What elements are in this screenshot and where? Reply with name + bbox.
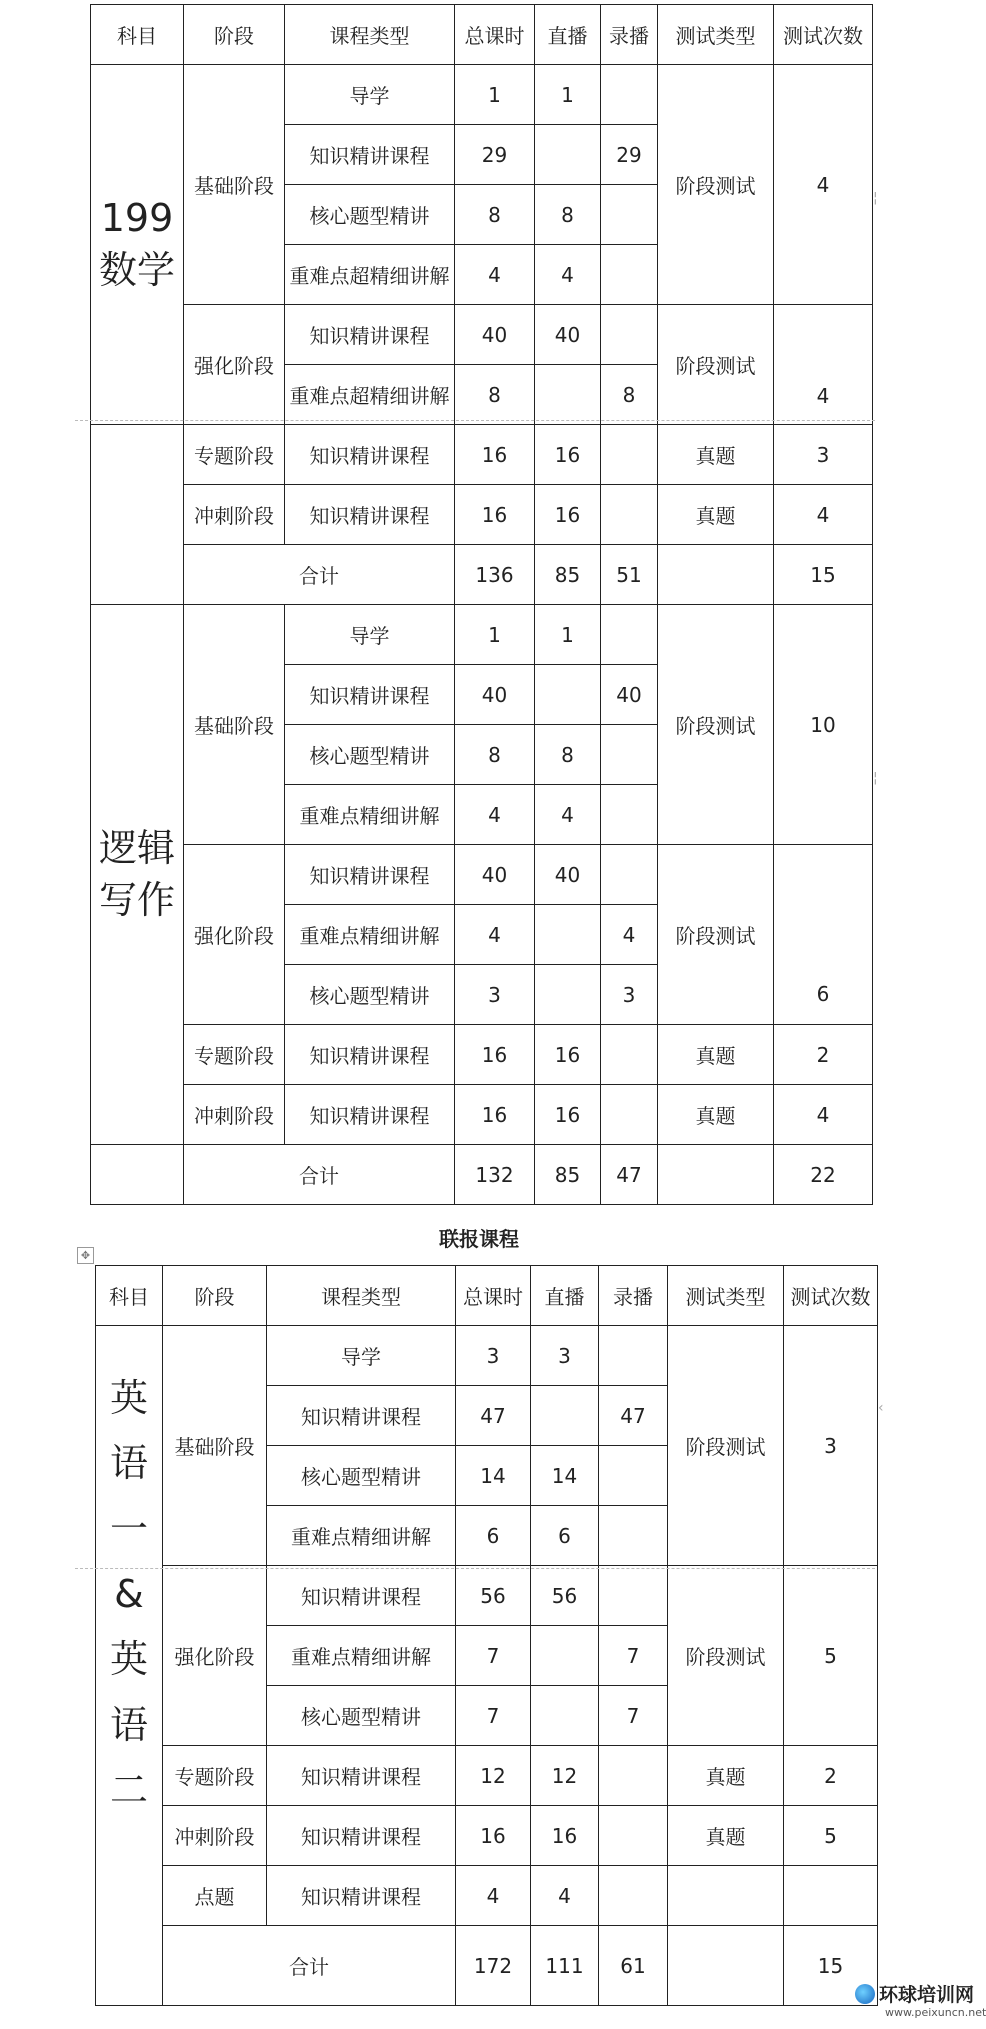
recorded-cell xyxy=(601,65,658,125)
header-recorded: 录播 xyxy=(601,5,658,65)
course-type-cell: 知识精讲课程 xyxy=(267,1806,456,1866)
live-cell: 16 xyxy=(535,1025,601,1085)
recorded-cell xyxy=(601,485,658,545)
test-type-cell: 阶段测试 xyxy=(658,65,774,305)
course-type-cell: 核心题型精讲 xyxy=(285,725,455,785)
total-hours-cell: 12 xyxy=(456,1746,531,1806)
recorded-cell xyxy=(599,1506,668,1566)
total-hours-cell: 1 xyxy=(455,65,535,125)
total-hours-cell: 8 xyxy=(455,365,535,425)
recorded-cell: 7 xyxy=(599,1626,668,1686)
recorded-cell: 29 xyxy=(601,125,658,185)
total-hours-cell: 29 xyxy=(455,125,535,185)
stage-cell: 专题阶段 xyxy=(163,1746,267,1806)
course-type-cell: 知识精讲课程 xyxy=(285,1025,455,1085)
test-count-cell: 5 xyxy=(784,1806,878,1866)
header-subject: 科目 xyxy=(96,1266,163,1326)
live-cell xyxy=(535,365,601,425)
test-count-cell: 4 xyxy=(774,65,873,305)
test-count-cell: 4 xyxy=(774,1085,873,1145)
table-move-handle-icon[interactable]: ✥ xyxy=(77,1247,94,1264)
header-live: 直播 xyxy=(535,5,601,65)
table-row xyxy=(96,1806,878,1866)
subject-cell-empty xyxy=(91,1145,184,1205)
live-cell xyxy=(531,1686,599,1746)
total-hours-cell: 16 xyxy=(455,1025,535,1085)
recorded-cell xyxy=(601,785,658,845)
live-cell xyxy=(535,965,601,1025)
test-type-cell: 阶段测试 xyxy=(658,605,774,845)
stage-cell: 点题 xyxy=(163,1866,267,1926)
total-hours-cell: 4 xyxy=(455,905,535,965)
course-type-cell: 重难点精细讲解 xyxy=(267,1506,456,1566)
recorded-cell xyxy=(599,1806,668,1866)
recorded-sum: 51 xyxy=(601,545,658,605)
live-sum: 111 xyxy=(531,1926,599,2006)
header-test-type: 测试类型 xyxy=(668,1266,784,1326)
header-live: 直播 xyxy=(531,1266,599,1326)
total-hours-cell: 1 xyxy=(455,605,535,665)
table-row xyxy=(91,605,873,665)
globe-logo-icon xyxy=(855,1984,875,2004)
live-cell: 40 xyxy=(535,845,601,905)
total-hours-cell: 47 xyxy=(456,1386,531,1446)
live-cell: 14 xyxy=(531,1446,599,1506)
table-row xyxy=(96,1326,878,1386)
page-break-line xyxy=(75,1568,875,1569)
subject-char: 英 xyxy=(109,1376,148,1420)
course-table-2 xyxy=(95,1265,878,2006)
test-count-cell: 4 xyxy=(774,485,873,545)
live-cell: 4 xyxy=(531,1866,599,1926)
header-total-hours: 总课时 xyxy=(455,5,535,65)
page-break-line xyxy=(75,420,875,421)
subject-char: 语 xyxy=(109,1441,148,1486)
total-hours-cell: 16 xyxy=(456,1806,531,1866)
stage-cell: 专题阶段 xyxy=(184,425,285,485)
test-count-cell: 2 xyxy=(784,1746,878,1806)
test-type-cell: 阶段测试 xyxy=(658,845,774,1025)
total-hours-cell: 40 xyxy=(455,665,535,725)
header-row xyxy=(91,5,873,65)
total-row xyxy=(91,1145,873,1205)
live-sum: 85 xyxy=(535,545,601,605)
subject-cell-english xyxy=(96,1326,163,2006)
course-type-cell: 重难点超精细讲解 xyxy=(285,245,455,305)
total-hours-cell: 7 xyxy=(456,1686,531,1746)
stage-cell: 强化阶段 xyxy=(184,305,285,425)
test-type-cell: 真题 xyxy=(658,1025,774,1085)
recorded-cell xyxy=(601,605,658,665)
recorded-cell xyxy=(601,185,658,245)
watermark-name: 环球培训网 xyxy=(879,1984,975,2006)
table-row xyxy=(91,425,873,485)
live-sum: 85 xyxy=(535,1145,601,1205)
total-hours-sum: 136 xyxy=(455,545,535,605)
test-type-cell: 真题 xyxy=(658,485,774,545)
watermark-url: www.peixuncn.net xyxy=(885,2006,986,2019)
course-type-cell: 核心题型精讲 xyxy=(285,185,455,245)
recorded-cell: 7 xyxy=(599,1686,668,1746)
live-cell: 16 xyxy=(535,485,601,545)
test-count-sum: 22 xyxy=(774,1145,873,1205)
stage-cell: 冲刺阶段 xyxy=(184,1085,285,1145)
live-cell xyxy=(531,1386,599,1446)
total-hours-cell: 40 xyxy=(455,845,535,905)
live-cell xyxy=(535,905,601,965)
table-row xyxy=(91,845,873,905)
total-hours-cell: 7 xyxy=(456,1626,531,1686)
recorded-sum: 61 xyxy=(599,1926,668,2006)
live-cell: 56 xyxy=(531,1566,599,1626)
live-cell xyxy=(535,665,601,725)
live-cell: 8 xyxy=(535,725,601,785)
test-type-cell: 真题 xyxy=(668,1806,784,1866)
course-type-cell: 知识精讲课程 xyxy=(285,845,455,905)
column-resize-icon[interactable]: ‹ xyxy=(878,1400,884,1416)
recorded-cell xyxy=(601,1025,658,1085)
total-row xyxy=(96,1926,878,2006)
live-cell: 3 xyxy=(531,1326,599,1386)
table-row xyxy=(91,305,873,365)
total-hours-cell: 4 xyxy=(455,245,535,305)
section-title: 联报课程 xyxy=(439,1227,519,1251)
test-type-cell: 阶段测试 xyxy=(668,1566,784,1746)
total-hours-cell: 4 xyxy=(456,1866,531,1926)
header-stage: 阶段 xyxy=(163,1266,267,1326)
course-type-cell: 重难点精细讲解 xyxy=(285,785,455,845)
recorded-cell: 8 xyxy=(601,365,658,425)
table-row xyxy=(91,1085,873,1145)
total-hours-cell: 14 xyxy=(456,1446,531,1506)
total-hours-cell: 16 xyxy=(455,1085,535,1145)
live-cell: 6 xyxy=(531,1506,599,1566)
test-type-cell: 真题 xyxy=(668,1746,784,1806)
test-count-sum: 15 xyxy=(784,1926,878,2006)
live-cell: 16 xyxy=(535,1085,601,1145)
test-type-cell: 真题 xyxy=(658,1085,774,1145)
table-row xyxy=(96,1866,878,1926)
recorded-cell xyxy=(601,725,658,785)
stage-cell: 冲刺阶段 xyxy=(163,1806,267,1866)
table-row xyxy=(91,485,873,545)
total-label: 合计 xyxy=(184,1145,455,1205)
subject-cell-math: 199数学 xyxy=(91,65,184,425)
course-type-cell: 核心题型精讲 xyxy=(285,965,455,1025)
course-type-cell: 知识精讲课程 xyxy=(285,1085,455,1145)
total-hours-cell: 16 xyxy=(455,425,535,485)
watermark xyxy=(855,1980,986,2024)
stage-cell: 强化阶段 xyxy=(163,1566,267,1746)
recorded-cell xyxy=(599,1446,668,1506)
recorded-cell xyxy=(599,1326,668,1386)
table-row xyxy=(96,1566,878,1626)
total-hours-cell: 8 xyxy=(455,725,535,785)
course-type-cell: 重难点精细讲解 xyxy=(285,905,455,965)
live-cell: 12 xyxy=(531,1746,599,1806)
course-type-cell: 知识精讲课程 xyxy=(285,305,455,365)
subject-char: 二 xyxy=(109,1768,148,1813)
subject-char: 英 xyxy=(109,1637,148,1682)
recorded-cell xyxy=(601,845,658,905)
test-count-cell: 3 xyxy=(784,1326,878,1566)
live-cell xyxy=(535,125,601,185)
recorded-cell xyxy=(599,1866,668,1926)
total-label: 合计 xyxy=(163,1926,456,2006)
header-course-type: 课程类型 xyxy=(267,1266,456,1326)
live-cell: 16 xyxy=(535,425,601,485)
course-type-cell: 核心题型精讲 xyxy=(267,1686,456,1746)
table-row xyxy=(96,1746,878,1806)
test-type-empty xyxy=(658,1145,774,1205)
stage-cell: 冲刺阶段 xyxy=(184,485,285,545)
total-hours-cell: 16 xyxy=(455,485,535,545)
live-cell xyxy=(531,1626,599,1686)
total-hours-sum: 172 xyxy=(456,1926,531,2006)
total-hours-cell: 8 xyxy=(455,185,535,245)
live-cell: 4 xyxy=(535,785,601,845)
course-type-cell: 重难点精细讲解 xyxy=(267,1626,456,1686)
header-subject: 科目 xyxy=(91,5,184,65)
course-type-cell: 核心题型精讲 xyxy=(267,1446,456,1506)
subject-char: 一 xyxy=(109,1506,148,1551)
test-count-sum: 15 xyxy=(774,545,873,605)
course-type-cell: 导学 xyxy=(267,1326,456,1386)
stage-cell: 基础阶段 xyxy=(184,65,285,305)
header-stage: 阶段 xyxy=(184,5,285,65)
test-type-cell: 阶段测试 xyxy=(658,305,774,425)
header-test-count: 测试次数 xyxy=(774,5,873,65)
course-type-cell: 知识精讲课程 xyxy=(285,665,455,725)
course-type-cell: 知识精讲课程 xyxy=(267,1866,456,1926)
recorded-cell: 47 xyxy=(599,1386,668,1446)
total-label: 合计 xyxy=(184,545,455,605)
live-cell: 8 xyxy=(535,185,601,245)
test-count-cell: 3 xyxy=(774,425,873,485)
header-course-type: 课程类型 xyxy=(285,5,455,65)
live-cell: 16 xyxy=(531,1806,599,1866)
test-count-cell xyxy=(784,1866,878,1926)
stage-cell: 强化阶段 xyxy=(184,845,285,1025)
recorded-cell xyxy=(601,425,658,485)
column-marker: ¦ xyxy=(873,190,878,206)
test-type-cell: 阶段测试 xyxy=(668,1326,784,1566)
subject-char: & xyxy=(114,1572,144,1617)
recorded-cell xyxy=(601,1085,658,1145)
live-cell: 1 xyxy=(535,65,601,125)
live-cell: 1 xyxy=(535,605,601,665)
course-type-cell: 导学 xyxy=(285,65,455,125)
course-type-cell: 知识精讲课程 xyxy=(267,1566,456,1626)
column-marker: ¦ xyxy=(873,770,878,786)
table-row xyxy=(91,65,873,125)
test-count-cell: 2 xyxy=(774,1025,873,1085)
course-type-cell: 知识精讲课程 xyxy=(285,485,455,545)
course-type-cell: 知识精讲课程 xyxy=(285,425,455,485)
recorded-cell: 40 xyxy=(601,665,658,725)
recorded-cell xyxy=(599,1566,668,1626)
recorded-sum: 47 xyxy=(601,1145,658,1205)
total-row xyxy=(91,545,873,605)
total-hours-sum: 132 xyxy=(455,1145,535,1205)
header-test-count: 测试次数 xyxy=(784,1266,878,1326)
course-type-cell: 知识精讲课程 xyxy=(285,125,455,185)
subject-label-logic: 逻辑写作 xyxy=(99,826,176,922)
header-test-type: 测试类型 xyxy=(658,5,774,65)
test-type-cell xyxy=(668,1866,784,1926)
table-row xyxy=(91,1025,873,1085)
total-hours-cell: 3 xyxy=(455,965,535,1025)
header-total-hours: 总课时 xyxy=(456,1266,531,1326)
test-type-empty xyxy=(658,545,774,605)
total-hours-cell: 40 xyxy=(455,305,535,365)
recorded-cell xyxy=(601,245,658,305)
live-cell: 4 xyxy=(535,245,601,305)
subject-cell-empty xyxy=(91,425,184,605)
test-count-cell: 4 xyxy=(774,305,873,425)
total-hours-cell: 4 xyxy=(455,785,535,845)
course-type-cell: 知识精讲课程 xyxy=(267,1386,456,1446)
stage-cell: 基础阶段 xyxy=(163,1326,267,1566)
header-recorded: 录播 xyxy=(599,1266,668,1326)
total-hours-cell: 3 xyxy=(456,1326,531,1386)
course-type-cell: 重难点超精细讲解 xyxy=(285,365,455,425)
total-hours-cell: 56 xyxy=(456,1566,531,1626)
test-type-cell: 真题 xyxy=(658,425,774,485)
recorded-cell xyxy=(601,305,658,365)
subject-char: 语 xyxy=(109,1702,148,1747)
recorded-cell xyxy=(599,1746,668,1806)
test-count-cell: 6 xyxy=(774,845,873,1025)
live-cell: 40 xyxy=(535,305,601,365)
course-type-cell: 导学 xyxy=(285,605,455,665)
test-type-empty xyxy=(668,1926,784,2006)
header-row xyxy=(96,1266,878,1326)
recorded-cell: 4 xyxy=(601,905,658,965)
course-table-1 xyxy=(90,4,873,1205)
course-type-cell: 知识精讲课程 xyxy=(267,1746,456,1806)
test-count-cell: 10 xyxy=(774,605,873,845)
subject-cell-logic xyxy=(91,605,184,1145)
stage-cell: 专题阶段 xyxy=(184,1025,285,1085)
total-hours-cell: 6 xyxy=(456,1506,531,1566)
recorded-cell: 3 xyxy=(601,965,658,1025)
stage-cell: 基础阶段 xyxy=(184,605,285,845)
test-count-cell: 5 xyxy=(784,1566,878,1746)
